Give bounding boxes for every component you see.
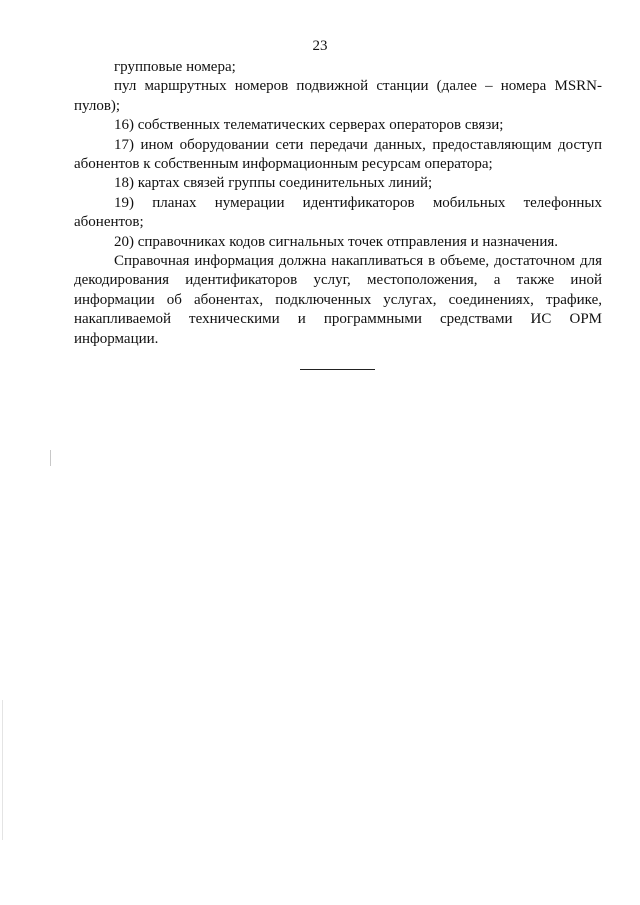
- list-item-17: 17) ином оборудовании сети передачи данных, предоставляющим доступ абонентов к собственным информационным ресурсам оператора;: [74, 136, 602, 173]
- list-item-msrn-pool: пул маршрутных номеров подвижной станции (далее – номера MSRN-пулов);: [74, 78, 602, 114]
- list-item-group-numbers: групповые номера;: [114, 59, 236, 75]
- scan-edge-artifact: [2, 700, 3, 840]
- reference-info-paragraph: Справочная информация должна накапливаться в объеме, достаточном для декодирования идентификаторов услуг, местоположения, а также иной информации об абонентах, подключенных услугах, соединениях, трафике, накапливаемой техническими и программными средствами ИС ОРМ информации.: [74, 253, 602, 347]
- list-item-19: 19) планах нумерации идентификаторов мобильных телефонных абонентов;: [74, 194, 602, 231]
- closing-rule-line: [300, 369, 375, 370]
- page-number: 23: [312, 38, 328, 54]
- list-item-20: 20) справочниках кодов сигнальных точек отправления и назначения.: [114, 233, 559, 250]
- document-body: [74, 58, 602, 349]
- scan-artifact: [50, 450, 51, 466]
- list-item-18: 18) картах связей группы соединительных линий;: [114, 175, 433, 192]
- list-item-16: 16) собственных телематических серверах операторов связи;: [114, 117, 504, 134]
